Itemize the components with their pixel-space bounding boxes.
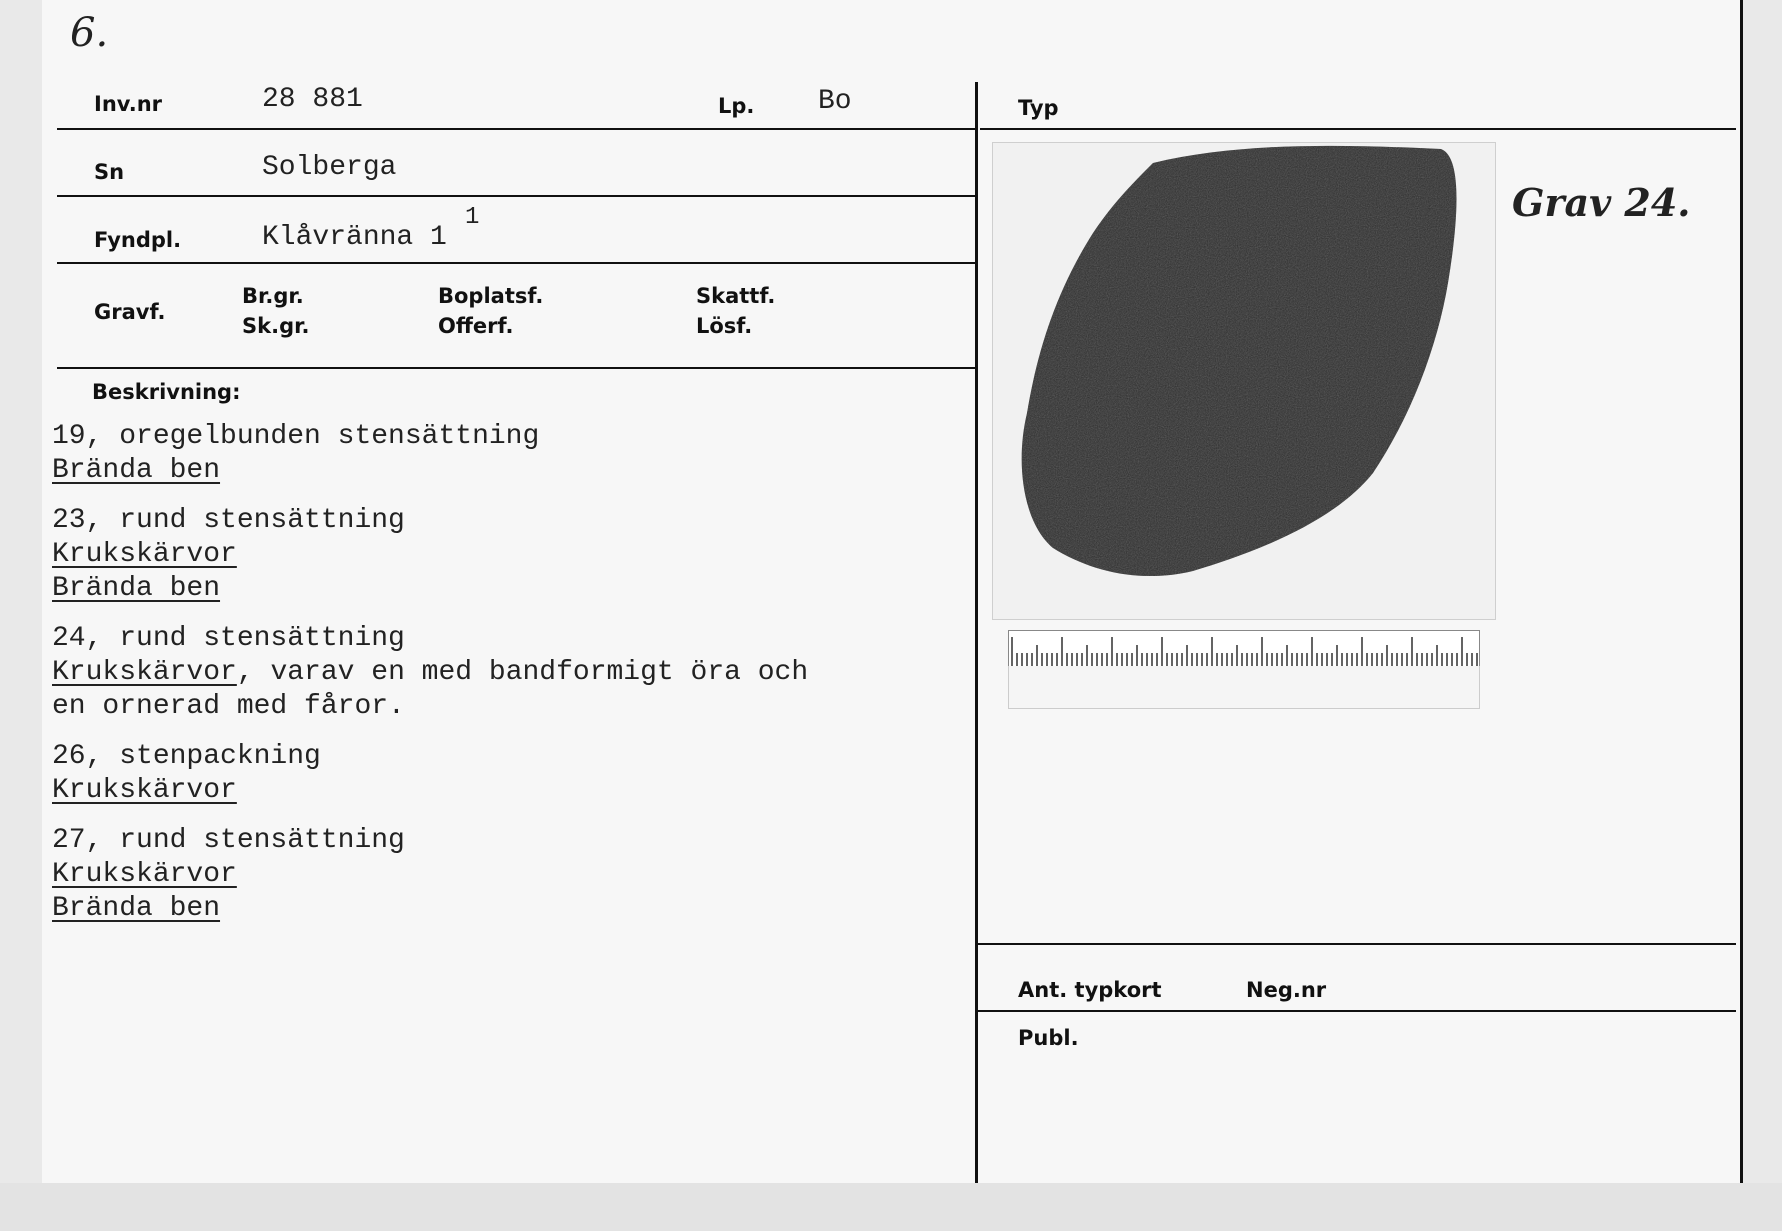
photo-note: Grav 24. <box>1512 180 1691 225</box>
rule-4 <box>57 367 975 369</box>
publ-label: Publ. <box>1018 1026 1079 1050</box>
losf-label: Lösf. <box>696 314 753 338</box>
entry-24-cont: en ornerad med fåror. <box>52 691 405 722</box>
entry-23-item-1: Krukskärvor <box>52 539 237 570</box>
offerf-label: Offerf. <box>438 314 514 338</box>
skgr-label: Sk.gr. <box>242 314 310 338</box>
sn-value: Solberga <box>262 152 397 183</box>
entry-19-head: 19, oregelbunden stensättning <box>52 421 540 452</box>
entry-27-head: 27, rund stensättning <box>52 825 405 856</box>
entry-24-rest: , varav en med bandformigt öra och <box>236 657 809 688</box>
entry-24-underlined: Krukskärvor <box>52 657 237 688</box>
lp-label: Lp. <box>718 94 755 118</box>
fyndpl-label: Fyndpl. <box>94 228 182 252</box>
scan-margin <box>0 1183 1782 1231</box>
entry-23-head: 23, rund stensättning <box>52 505 405 536</box>
boplatsf-label: Boplatsf. <box>438 284 544 308</box>
ant-typkort-label: Ant. typkort <box>1018 978 1162 1002</box>
entry-26-item: Krukskärvor <box>52 775 237 806</box>
lp-value: Bo <box>818 86 852 117</box>
fyndpl-superscript: 1 <box>465 204 480 231</box>
beskrivning-label: Beskrivning: <box>92 380 241 404</box>
entry-24-head: 24, rund stensättning <box>52 623 405 654</box>
rule-typ <box>980 128 1736 130</box>
rule-footer-mid <box>978 1010 1736 1012</box>
entry-24-item-line <box>52 656 952 690</box>
inv-value: 28 881 <box>262 84 363 115</box>
sn-label: Sn <box>94 160 125 184</box>
entry-26-head: 26, stenpackning <box>52 741 321 772</box>
card-number: 6. <box>70 10 109 56</box>
ruler-lower-strip <box>1008 666 1480 709</box>
artifact-photo <box>992 142 1496 620</box>
fyndpl-value: Klåvränna 1 <box>262 222 447 253</box>
entry-23-item-2: Brända ben <box>52 573 221 604</box>
neg-nr-label: Neg.nr <box>1246 978 1327 1002</box>
typ-label: Typ <box>1018 96 1059 120</box>
skattf-label: Skattf. <box>696 284 776 308</box>
rule-1 <box>57 128 975 130</box>
gravf-label: Gravf. <box>94 300 166 324</box>
entry-27-item-1: Krukskärvor <box>52 859 237 890</box>
rule-footer-top <box>978 943 1736 945</box>
entry-27-item-2: Brända ben <box>52 893 221 924</box>
inv-label: Inv.nr <box>94 92 163 116</box>
brgr-label: Br.gr. <box>242 284 304 308</box>
rule-3 <box>57 262 975 264</box>
entry-19-item: Brända ben <box>52 455 221 486</box>
description-list <box>52 420 952 926</box>
rule-2 <box>57 195 975 197</box>
scale-ruler <box>1008 630 1480 668</box>
sherd-image <box>993 143 1495 619</box>
column-divider <box>975 82 978 1183</box>
